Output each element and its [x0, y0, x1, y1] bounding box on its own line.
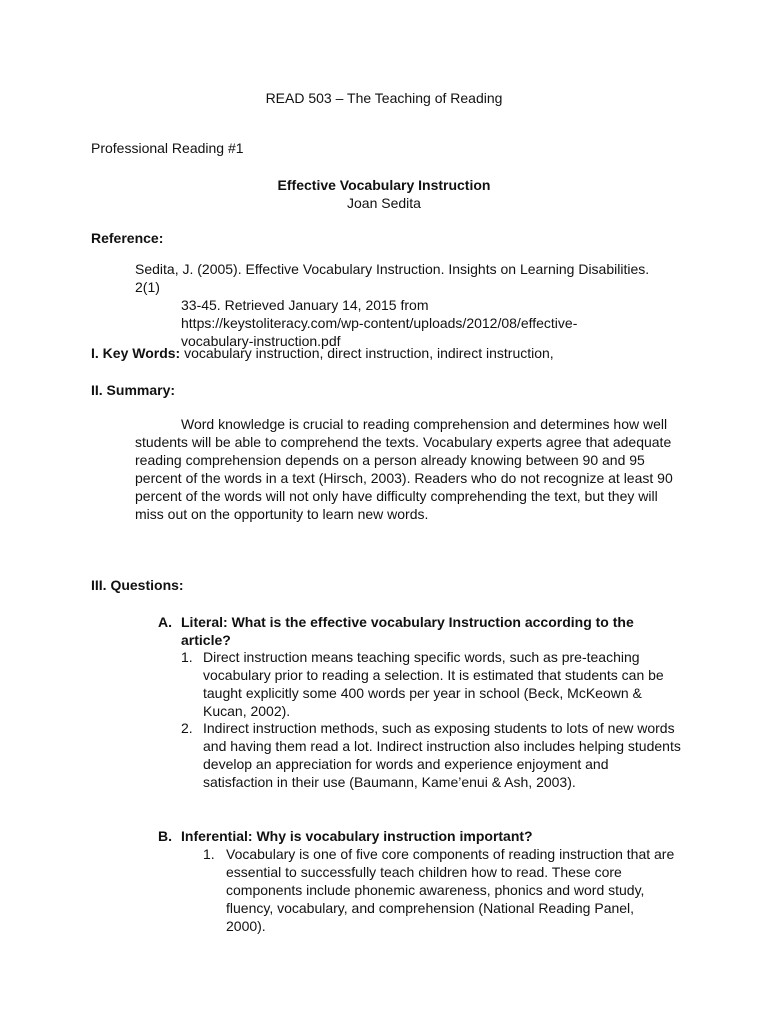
key-words-text: vocabulary instruction, direct instruction, indirect instruction,	[180, 345, 554, 361]
key-words-section	[91, 344, 554, 362]
questions-heading: III. Questions:	[91, 577, 184, 593]
reference-line-1: Sedita, J. (2005). Effective Vocabulary Instruction. Insights on Learning Disabilities. 2(1)	[135, 261, 650, 295]
question-b-item-1-text: Vocabulary is one of five core components of reading instruction that are essential to successfully teach children how to read. These core components include phonemic awareness, phonics and word study, fluency, vocabulary, and comprehension (National Reading Panel, 2000).	[226, 846, 675, 934]
question-a-item-1-text: Direct instruction means teaching specific words, such as pre-teaching vocabulary prior to reading a selection. It is estimated that students can be taught explicitly some 400 words per year in school (Beck, McKeown & Kucan, 2002).	[203, 649, 664, 719]
reference-citation	[135, 260, 655, 350]
summary-text: Word knowledge is crucial to reading comprehension and determines how well students will be able to comprehend the texts. Vocabulary experts agree that adequate reading comprehension depends on a person already knowing between 90 and 95 percent of the words in a text (Hirsch, 2003). Readers who do not recognize at least 90 percent of the words will not only have difficulty comprehending the text, but they will miss out on the opportunity to learn new words.	[135, 416, 673, 522]
question-a-item-2-text: Indirect instruction methods, such as exposing students to lots of new words and having them read a lot. Indirect instruction also includes helping students develop an appreciation for words and experience enjoyment and satisfaction in their use (Baumann, Kame’enui & Ash, 2003).	[203, 720, 681, 790]
question-a-text: Literal: What is the effective vocabulary Instruction according to the article?	[181, 614, 634, 648]
question-a-item-1-number: 1.	[181, 649, 193, 665]
summary-heading: II. Summary:	[91, 382, 176, 398]
reference-heading: Reference:	[91, 230, 164, 246]
question-b-letter: B.	[158, 828, 172, 844]
question-a-item-2-number: 2.	[181, 720, 193, 736]
professional-reading-label: Professional Reading #1	[91, 140, 244, 156]
question-b-text: Inferential: Why is vocabulary instruction important?	[181, 828, 533, 844]
key-words-heading: I. Key Words:	[91, 345, 181, 361]
article-author: Joan Sedita	[347, 195, 421, 211]
course-title: READ 503 – The Teaching of Reading	[265, 90, 503, 106]
question-b-item-1-number: 1.	[203, 846, 215, 862]
reference-line-rest: 33-45. Retrieved January 14, 2015 from https://keystoliteracy.com/wp-content/uploads/2012/08/effective-vocabulary-instruction.pdf	[181, 297, 578, 349]
article-title: Effective Vocabulary Instruction	[277, 177, 491, 193]
question-a-letter: A.	[158, 614, 172, 630]
